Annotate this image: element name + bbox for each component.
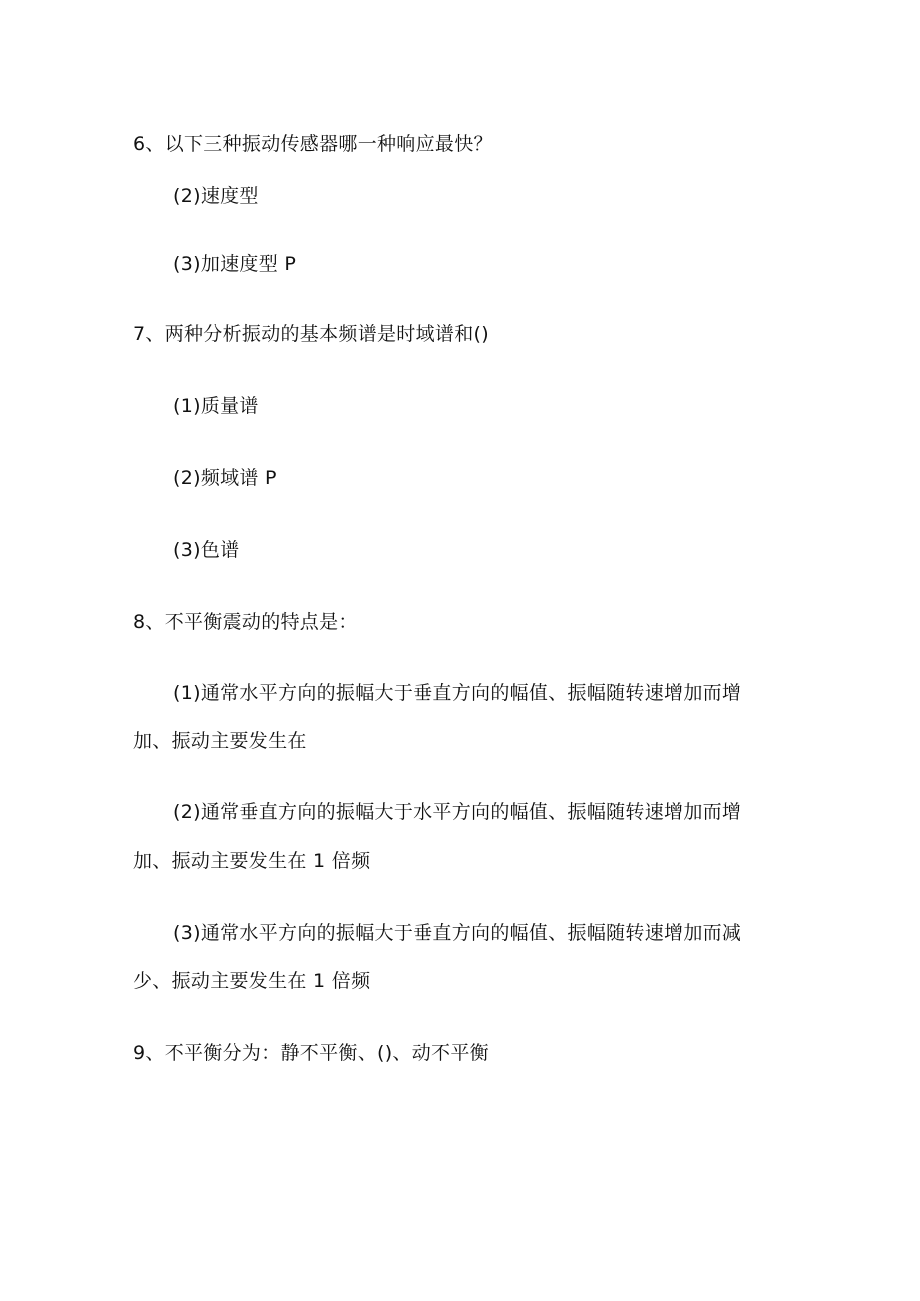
question-6-option-2: (2)速度型 <box>173 185 259 207</box>
question-8-option-1-line-1: (1)通常水平方向的振幅大于垂直方向的幅值、振幅随转速增加而增 <box>173 682 742 704</box>
question-7-option-2: (2)频域谱 P <box>173 467 277 489</box>
question-6-stem: 6、以下三种振动传感器哪一种响应最快？ <box>133 133 493 155</box>
question-8-stem: 8、不平衡震动的特点是： <box>133 611 358 633</box>
question-8-option-3-line-2: 少、振动主要发生在 1 倍频 <box>133 970 371 992</box>
question-8-option-2-line-1: (2)通常垂直方向的振幅大于水平方向的幅值、振幅随转速增加而增 <box>173 801 742 823</box>
question-7-stem: 7、两种分析振动的基本频谱是时域谱和() <box>133 323 489 345</box>
question-8-option-1-line-2: 加、振动主要发生在 <box>133 730 307 752</box>
question-6-option-3: (3)加速度型 P <box>173 253 297 275</box>
question-7-option-1: (1)质量谱 <box>173 395 259 417</box>
question-8-option-3-line-1: (3)通常水平方向的振幅大于垂直方向的幅值、振幅随转速增加而减 <box>173 922 742 944</box>
question-8-option-2-line-2: 加、振动主要发生在 1 倍频 <box>133 850 371 872</box>
question-7-option-3: (3)色谱 <box>173 539 240 561</box>
question-9-stem: 9、不平衡分为：静不平衡、()、动不平衡 <box>133 1042 489 1064</box>
